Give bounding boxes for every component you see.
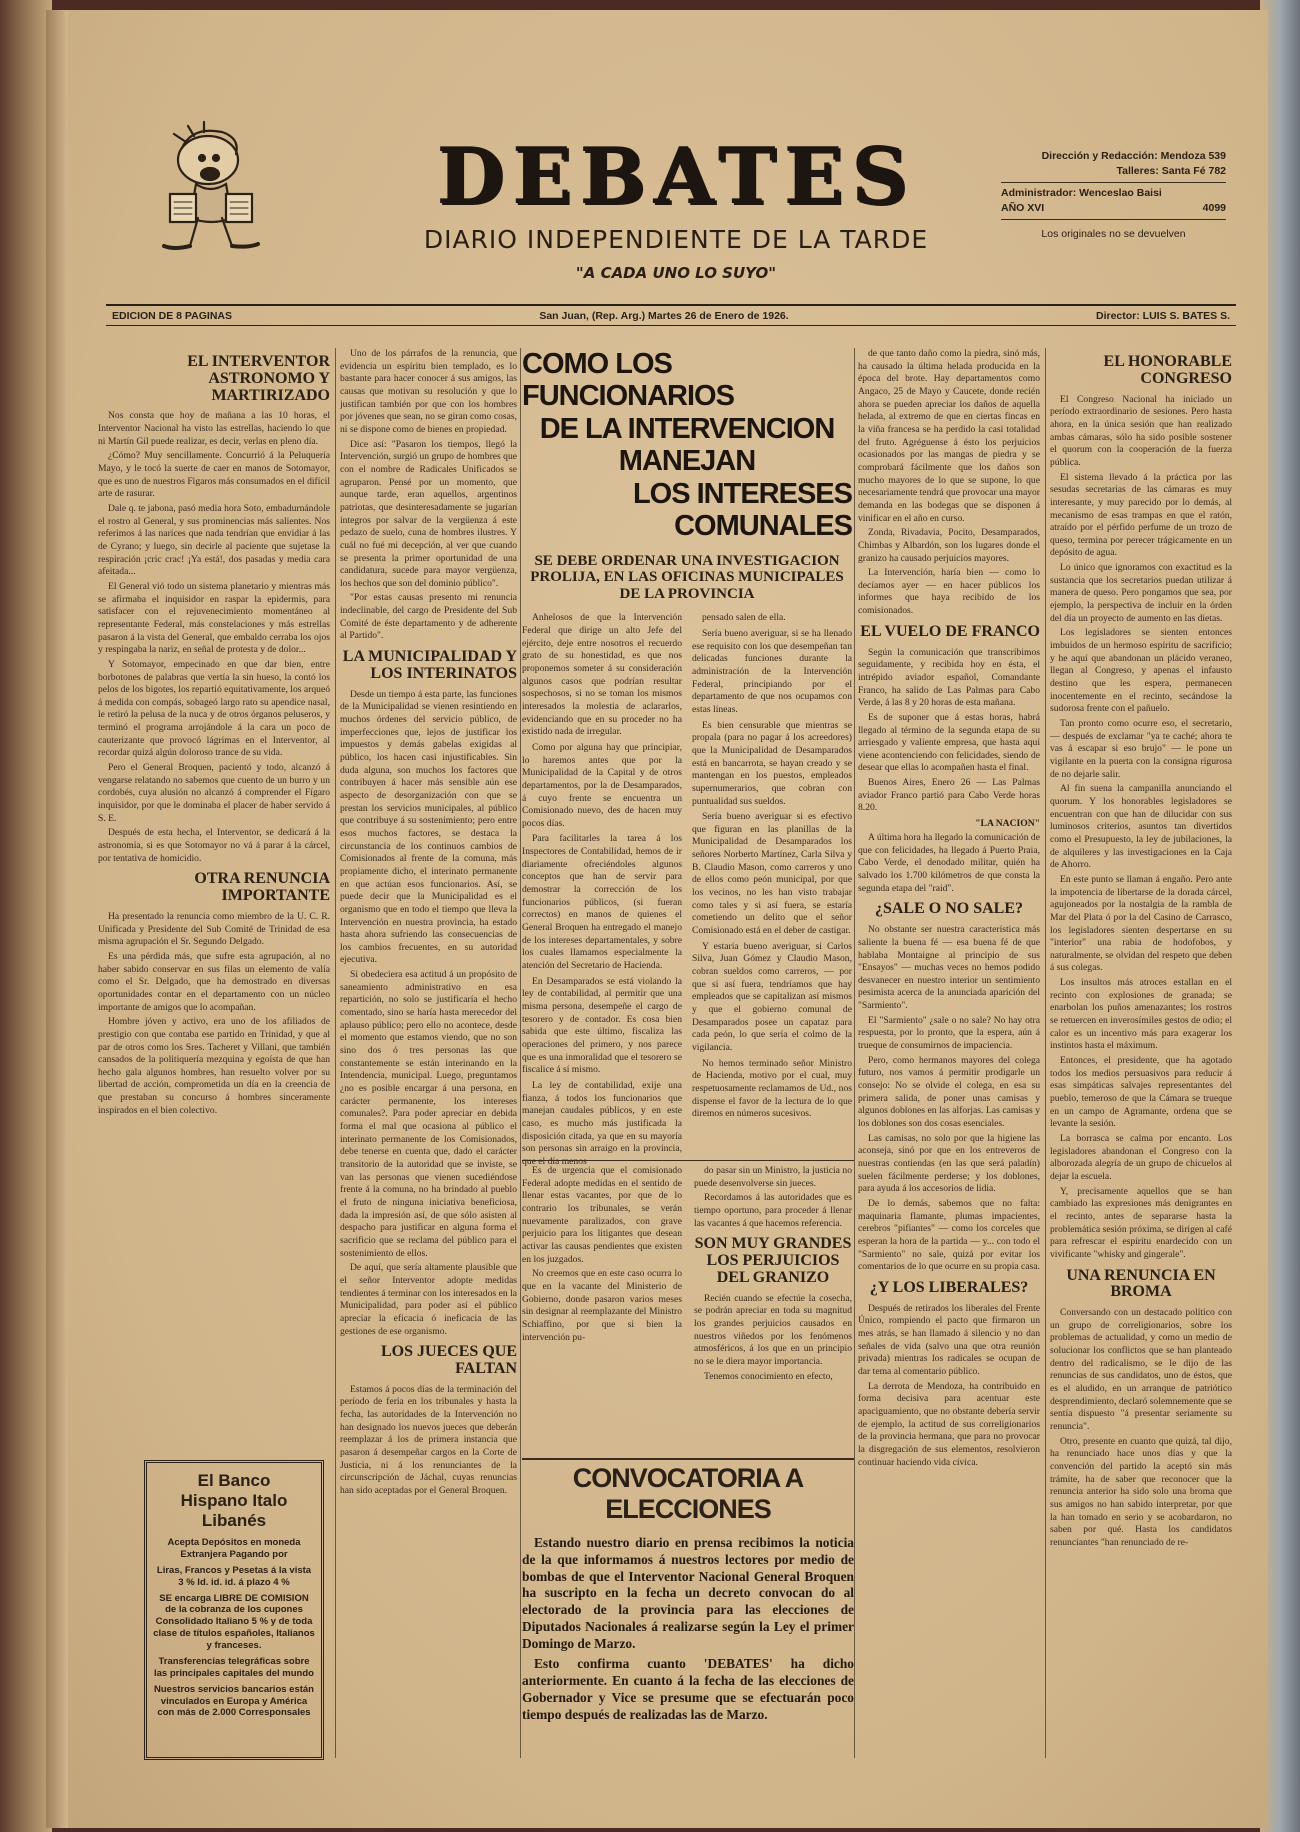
director-label: Director: LUIS S. BATES S. — [1096, 309, 1230, 322]
convocatoria-body: Estando nuestro diario en prensa recibimos la noticia de la que informamos á nuestros lectores por medio de bombas de que el Interventor Nacional General Broquen ha suscripto en la fecha un decreto convocan do al electorado de la provincia para las elecciones de Diputados Nacionales á realizarse según la Ley el primer Domingo de Marzo. Esto confirma cuanto 'DEBATES' ha dicho anteriormente. En cuanto á la fecha de las elecciones de Gobernador y Vice se presume que se efectuarán poco tiempo después de realizadas las de Marzo. — [522, 1535, 854, 1722]
issue-row — [1001, 202, 1226, 214]
article-headline: ¿SALE O NO SALE? — [874, 900, 1024, 918]
ad-bank-name: Hispano Italo Libanés — [180, 1491, 288, 1530]
column-5 — [1050, 348, 1232, 1768]
feature-headline: COMO LOS FUNCIONARIOS DE LA INTERVENCION MANEJAN LOS INTERESES COMUNALES — [522, 348, 852, 543]
article-body: Anhelosos de que la Intervención Federal que dirige un alto Jefe del ejército, deje entre nosotros el recuerdo grato de su honestidad, es que nos proponemos someter á su consideración algunos casos que podrían resultar sospechosos, si no se toman los mismos interesados la molestia de aclararlos, evidenciando que en su proceder no ha existido nada de irregular. Como por alguna hay que principiar, lo haremos antes que por la Municipalidad de la Capital y de otros departamentos, por la de Desamparados, á cuyo frente se encuentra un Comisionado nuevo, des de hacen muy pocos días. Para facilitarles la tarea á los Inspectores de Contabilidad, hemos de ir diariamente ofreciéndoles algunos conceptos que han de servir para demostrar la corrección de los funcionarios públicos, (si fueran correctos) en manos de quienes el General Broquen ha entregado el manejo de los intereses departamentales, y sobre los cuales llamamos especialmente la atención del Secretario de Hacienda. En Desamparados se está violando la ley de contabilidad, al permitir que una misma persona, desempeñe el cargo de tesorero y de contador. Es cosa bien sabida que este último, fiscaliza las operaciones del primero, y nos parece que es una inmoralidad que el tesorero se fiscalice á sí mismo. La ley de contabilidad, exije una fianza, á todos los funcionarios que manejan caudales públicos, y en este caso, es mucho más justificada la disposición citada, ya que en su mayoría son personas sin arraigo en la provincia, que el día menos — [522, 612, 682, 1167]
article-headline: EL VUELO DE FRANCO — [860, 622, 1040, 640]
column-2 — [340, 348, 517, 1768]
dateline-bar — [106, 304, 1236, 326]
granizo-article — [694, 1165, 852, 1385]
issue-number: 4099 — [1202, 202, 1226, 214]
date-label: San Juan, (Rep. Arg.) Martes 26 de Enero de 1926. — [539, 309, 789, 322]
article-body: pensado salen de ella. Sería bueno averiguar, si se ha llenado ese requisito con los que desempeñan tan delicadas funciones durante la administración de la Intervención Federal, principiando por el departamento de que nos ocupamos con estas líneas. Es bien censurable que mientras se propala (para no pagar á los acreedores) que la Municipalidad de Desamparados está en bancarrota, se hayan creado y se mantengan en los puestos, empleados supernumerarios, que cobran con puntualidad sus sueldos. Sería bueno averiguar si es efectivo que figuran en las planillas de la Municipalidad de Desamparados los señores Norberto Martínez, Carla Silva y B. Claudio Mason, como carreros y uno de ellos como peón municipal, por que los vecinos, no les han visto trabajar como tales y si así fuera, se estaría cometiendo un delito que el señor Comisionado está en el deber de castigar. Y estaría bueno averiguar, si Carlos Silva, Juan Gómez y Claudio Mason, cobran sueldos como carreros, — por que si así fuera, tendríamos que hay empleados que se capitalizan así mismos y que el gobierno comunal de Desamparados posee un capataz para cada peón, lo que sería el colmo de la vigilancia. No hemos terminado señor Ministro de Hacienda, motivo por el cual, muy respetuosamente reclamamos de Ud., nos dispense el favor de la lectura de lo que diremos en números sucesivos. — [692, 612, 852, 1120]
article-headline: EL INTERVENTOR ASTRONOMO Y MARTIRIZADO — [187, 353, 330, 404]
article-body: Ha presentado la renuncia como miembro de la U. C. R. Unificada y Presidente del Sub Comité de Trinidad de esa misma agrupación el Sr. Segundo Delgado. Es una pérdida más, que sufre esta agrupación, al no haber sabido conservar en sus filas un elemento de valía como el Sr. Delgado, que ha demostrado en diversas oportunidades contar en el departamento con un núcleo importante de amigos que lo acompañan. Hombre jóven y activo, era uno de los afiliados de prestigio con que contaba ese partido en Trinidad, y que al par de otros como los Sres. Tacheret y Villani, que también cansados de la politiquería mezquina y egoísta de que han hecho gala algunos hombres, han resuelto volver por su libertad de acción, comprometida un día en la creencia de que prestaban su concurso á hombres sinceramente inspirados en el bien colectivo. — [98, 910, 330, 1116]
article-headline: LA MUNICIPALIDAD Y LOS INTERINATOS — [342, 648, 517, 682]
column-rule — [854, 348, 855, 1758]
article-headline: LOS JUECES QUE FALTAN — [380, 1343, 517, 1377]
bank-advertisement — [144, 1460, 324, 1760]
administrator-line: Administrador: Wenceslao Baisi — [1001, 187, 1162, 199]
ad-title: El Banco — [197, 1471, 271, 1490]
article-headline: UNA RENUNCIA EN BROMA — [1066, 1266, 1216, 1301]
newspaper-subtitle: DIARIO INDEPENDIENTE DE LA TARDE — [423, 225, 929, 254]
ad-line: Liras, Francos y Pesetas á la vista 3 % Id. id. id. á plazo 4 % — [156, 1564, 312, 1588]
article-body: Desde un tiempo á esta parte, las funciones de la Municipalidad se vienen resintiendo en muchos órdenes del servicio público, de imperfecciones que, lejos de justificar los impuestos y demás gabelas exigidas al público, los hacen casi injustificables. Sin duda alguna, son muchos los factores que contribuyen á hacer más sensible aún ese aspecto de desorganización con que se prestan los servicios municipales, al público que contribuye á su sostenimiento; pero entre esos muchos factores, se destaca la circunstancia de los continuos cambios de Comisionados al frente de la comuna, más propiamente dicho, el interinato permanente en que actúan esos funcionarios. Así, se puede decir que la Municipalidad es el organismo que en todo el tiempo que lleva la Intervención en nuestra provincia, ha estado hasta ahora sufriendo las consecuencias de los cambios frecuentes, en su autoridad ejecutiva. Si obedeciera esa actitud á un propósito de saneamiento administrativo en esa repartición, no solo se justificaría el hecho comentado, sino se haría hasta merecedor del aplauso público; pero ello no acontece, desde el momento que estamos viendo, que no son sino dos ó tres personas las que constantemente se están interinando en la Intendencia, municipal. Luego, preguntamos ¿no es posible encargar á una persona, en carácter permanente, los intereses comunales?. Para poder apreciar en debida forma el mal que ocasiona al público el interinato permanente de los Comisionados, debe tenerse en cuenta que, dado el carácter transitorio de la autoridad que se inviste, se van las personas que vienen sucediéndose frente á la comuna, no ha brindado al pueblo el fruto de ninguna iniciativa beneficiosa, dada la impresión así, de que sólo asisten al despacho para justificar en alguna forma el sacrificio que se reclama del público para el sostenimiento de ellos. De aquí, que sería altamente plausible que el señor Interventor adopte medidas tendientes á terminar con los interesados en la Municipalidad, para poder así el público apreciar la eficacia ó ineficacia de las gestiones de ese organismo. — [340, 688, 517, 1337]
article-body: Después de retirados los liberales del Frente Único, rompiendo el pacto que firmaron un mes atrás, se han llamado á silencio y no dan señales de vida (salvo una que otra reunión privada) mientras los radicales se ocupan de dar tema al comentario público. La derrota de Mendoza, ha contribuido en forma decisiva para acentuar este apaciguamiento, que no obstante debería servir de ejemplo, la actitud de sus correligionarios de la provincia hermana, que para no provocar la disgregación de sus elementos, resolvieron continuar haciendo vida cívica. — [858, 1302, 1040, 1468]
article-body: de que tanto daño como la piedra, sinó más, ha causado la última helada producida en la época del brote. Hay departamentos como Angaco, 25 de Mayo y Caucete, donde recién ahora se pueden apreciar los daños de aquella helada, al extremo de que en ciertas fincas en la viña francesa se ha perdido la casi totalidad del fruto. Agréguense á ésto los perjuicios ocasionados por las mangas de piedra y se comprobará fácilmente que los daños son mucho mayores de lo que se supone, lo que necesariamente tendrá que provocar una mayor demanda en las bodegas que se disponen á vinificar en el año en curso. Zonda, Rivadavia, Pocito, Desamparados, Chimbas y Albardón, son los lugares donde el granizo ha causado perjuicios mayores. La Intervención, haría bien — como lo decíamos ayer — en hacer públicos los informes que haya recibido de los comisionados. — [858, 348, 1040, 617]
article-body: A última hora ha llegado la comunicación de que con felicidades, ha llegado á Puerto Praia, Cabo Verde, el denodado militar, quién ha salvado los 1.700 kilómetros de que consta la segunda etapa del "raid". — [858, 832, 1040, 894]
article-body: Nos consta que hoy de mañana a las 10 horas, el Interventor Nacional ha visto las estrellas, haciendo lo que ni Martín Gil puede realizar, es decir, verlas en pleno día. ¿Cómo? Muy sencillamente. Concurrió á la Peluquería Mayo, y le tocó la suerte de caer en manos de Sotomayor, que es uno de nuestros Figaros más consumados en el difícil arte de rasurar. Dale q. te jabona, pasó media hora Soto, embadurnándole el rostro al General, y sus prominencias más salientes. Nos referimos á las narices que nada tendrían que envidiar á las de Cyrano; y luego, sin decirle al paciente que sujetase la respiración ¡cric crac! ¡Ya está!, dos pasadas y media cara afeitada... El General vió todo un sistema planetario y mientras más se afirmaba el inquisidor en raspar la epidermis, para satisfacer con el rejuvenecimiento momentáneo al representante Federal, más constelaciones y más estrellas pasaron á la vista del General, que embaldo cerraba los ojos y respingaba la nariz, en señal de protesta y de dolor... Y Sotomayor, empecinado en que dar bien, entre borbotones de palabras que vertía la sin hueso, la contó los pelos de los bigotes, los repartió equitativamente, los arqueó á medida con compás, sobageó largo rato su apendice nasal, le retiró la pelusa de la nuca y de otros órganos peluseros, y terminó el programa arrojándole á la cara un poco de cauterizante que provocó lágrimas en el Interventor, al recordar quizá algún doloroso trance de su vida. Pero el General Broquen, pacientó y todo, alcanzó á vengarse relatando no sabemos que cuento de un burro y un cordobés, cuya alusión no alcanzó á comprender el Fígaro inquisidor, por que le dominaba el placer de haber servido á S. E. Después de esta hecha, el Interventor, se dedicará á la astronomía, si es que Sotomayor no vá á parar á la cárcel, por tentativa de homicidio. — [98, 410, 330, 864]
newsboy-mascot-icon — [146, 120, 336, 270]
section-divider — [522, 1458, 854, 1460]
column-rule — [1045, 348, 1046, 1758]
source-attribution: "LA NACION" — [975, 818, 1040, 830]
article-headline: EL HONORABLE CONGRESO — [1103, 353, 1232, 387]
column-rule — [520, 348, 521, 1758]
article-body: No obstante ser nuestra característica más saliente la buena fé — esa buena fé de que hablaba Montaigne al principio de sus "Ensayos" — muchas veces no hemos podido desvanecer en nuestro interior un sentimiento pesimista acerca de la anunciada aparición del "Sarmiento". El "Sarmiento" ¿sale o no sale? No hay otra respuesta, por lo pronto, que la espera, aún á trueque de consumirnos de impaciencia. Pero, como hermanos mayores del colega futuro, nos vamos á permitir prodigarle un consejo: No se olvide el colega, en esa su primera salida, de poner unas camisas y algunos doblones en las alforjas. Las camisas y los doblones son dos cosas esenciales. Las camisas, no solo por que la higiene las aconseja, sinó por que en los entreveros de nuestras contiendas (en las que será paladín) suelen fácilmente perderse; y los doblones, para ayuda á los accesorios de lidia. De lo demás, sabemos que no falta: maquinaria flamante, plumas impacientes, cerebros "pifiantes" — como los corceles que esperan la hora de la partida — y... con todo el "Sarmiento" no sale, quizá por evitar los comentarios de lo que ocurre en su propia casa. — [858, 924, 1040, 1273]
address-line: Dirección y Redacción: Mendoza 539 — [1041, 150, 1226, 162]
newspaper-title: DEBATES — [436, 131, 916, 222]
article-headline: ¿Y LOS LIBERALES? — [869, 1278, 1029, 1296]
convocatoria-headline: CONVOCATORIA A ELECCIONES — [572, 1463, 804, 1524]
article-body: Conversando con un destacado político con un grupo de correligionarios, sobre los problemas de actualidad, y como un medio de solucionar los conflictos que se han planteado dentro del radicalismo, se le dijo de las renuncias de sus candidatos, uno de éstos, que es el aludido, en un arranque de patriótico desprendimiento, declaró solemnemente que se sentía dispuesto "á presentar seriamente su renuncia". Otro, presente en cuanto que quizá, tal dijo, ha renunciado hace unos días y que la convención del partido la aceptó sin más trámite, ha de saber que reconocer que la renuncia anterior ha sido solo una broma que sus amigos no han sabido interpretar, por que la han tomado en serio y se acobardaron, no saben por qué. Hasta los candidatos renunciantes "han renunciado de re- — [1050, 1307, 1232, 1548]
feature-columns — [522, 612, 852, 1171]
article-body: Uno de los párrafos de la renuncia, que evidencia un espíritu bien templado, es lo bastante para hacer conocer á sus amigos, las causas que motivan su resolución y que lo justifican también por que con los hombres por jóvenes que sean, no se giran como cosas, ni se dispone como de bienes en propiedad. Dice así: "Pasaron los tiempos, llegó la Intervención, surgió un grupo de hombres que con el nombre de Radicales Unificados se agruparon. Pensé por un momento, que aunque tarde, eran aquellos, argentinos patriotas, que desinteresadamente se jugarían íntegros por salvar de la vergüenza á este pedazo de suelo, cuna de hombres ilustres. Y cuál no fué mi decepción, al ver que cuando se presenta la primer oportunidad de una candidatura, sucede para mayor vergüenza, los hechos que son del dominio público". "Por estas causas presento mi renuncia indeclinable, del cargo de Presidente del Sub Comité de éste departamento y de adherente al Partido". — [340, 348, 517, 642]
feature-subheadline: SE DEBE ORDENAR UNA INVESTIGACION PROLIJA, EN LAS OFICINAS MUNICIPALES DE LA PROVINCIA — [530, 552, 844, 602]
column-4 — [858, 348, 1040, 1768]
column-rule — [335, 348, 336, 1758]
ad-line: Acepta Depósitos en moneda Extranjera Pagando por — [167, 1537, 301, 1560]
page-margin — [46, 10, 68, 1828]
article-body: Estamos á pocos días de la terminación del período de feria en los tribunales y hasta la fecha, las autoridades de la Intervención no han designado los nuevos jueces que deberán reemplazar á los de primera instancia que pasaron á desempeñar cargos en la Corte de Justicia, ni á los renunciantes de la circunscripción de Jáchal, cuyas renuncias han sido aceptadas por el General Broquen. — [340, 1383, 517, 1496]
article-headline: SON MUY GRANDES LOS PERJUICIOS DEL GRANIZO — [694, 1235, 852, 1286]
jueces-continuation — [522, 1165, 682, 1346]
article-body: Es de urgencia que el comisionado Federal adopte medidas en el sentido de llenar estas vacantes, por que de lo contrario los tribunales, se verán nuevamente paralizados, con grave perjuicio para los litigantes que desean activar las causas pendientes que existen en los juzgados. No creemos que en este caso ocurra lo que en la vacante del Ministerio de Gobierno, donde pasaron varios meses sin designar al reemplazante del Ministro Schiaffino, por que si bien la intervención pu- — [522, 1165, 682, 1343]
article-body: El Congreso Nacional ha iniciado un período extraordinario de sesiones. Pero hasta ahora, en la única sesión que han realizado ambas cámaras, sólo ha sido posible sostener el quorum con la cooperación de la fuerza pública. El sistema llevado á la práctica por las sesudas secretarias de las cámaras es muy interesante, y muy parecido por lo demás, al mecanismo de esas trampas en que el ratón, atraído por el pérfido perfume de un trozo de queso, termina por perecer trágicamente en un depósito de agua. Lo único que ignoramos con exactitud es la sustancia que los secretarios puedan utilizar á manera de queso. Pero pongamos que sea, por ejemplo, la perspectiva de incluir en la órden del día un proyecto de aumento en las dietas. Los legisladores se sienten entonces imbuídos de un hermoso espíritu de sacrificio; y he aquí que abandonan un plácido veraneo, llegan al Congreso, y apenas el infausto destino que les espera, permanecen inocentemente en el recinto, secándose la sudorosa frente con el pañuelo. Tan pronto como ocurre eso, el secretario, — después de exclamar "ya te caché; ahora te vas á escapar si eso brujo" — le pone un vigilante en la puerta con la consigna rigurosa de no dejarle salir. Al fin suena la campanilla anunciando el quorum. Y los honorables legisladores se encuentran con que han de dilucidar con sus luminosos criterios, asuntos tan divertidos como el Presupuesto, la ley de jubilaciones, la de alquileres y las investigaciones en la Caja de Ahorro. En este punto se llaman á engaño. Pero ante la impotencia de libertarse de la dorada cárcel, agujoneados por la nostalgia de la rambla de Mar del Plata ó por la del Casino de Carrasco, los legisladores sienten despertarse en su "interior" una rabia de hodofobos, y naturalmente, se olvidan del respeto que deben á sus colegas. Los insultos más atroces estallan en el recinto con explosiones de granada; se enarbolan los puños amenazantes; los rostros se retuercen en inverosímiles gestos de odio; el calor es un incentivo más para exagerar los instintos hasta el máximum. Entonces, el presidente, que ha agotado todos los medios persuasivos para reducir á esas simpáticas salvajes representantes del pueblo, temeroso de que la Cámara se trueque en un campo de Agramante, ordena que se levante la sesión. La borrasca se calma por encanto. Los legisladores abandonan el Congreso con la alborozada alegría de un grupo de chicuelos al dejar la escuela. Y, precisamente aquellos que se han cambiado las expresiones más denigrantes en el recinto, antes de separarse hasta la problemática sesión próxima, se dirigen al café para refrescar el espíritu enardecido con un vivificante "whisky and gingerale". — [1050, 393, 1232, 1260]
masthead-info-box — [1001, 150, 1226, 240]
convocatoria-article — [522, 1463, 854, 1727]
article-body: Recién cuando se efectúe la cosecha, se podrán apreciar en toda su magnitud los grandes perjuicios causados en nuestros viñedos por los fenómenos atmosféricos, á los que en un principio no se le diera mayor importancia. Tenemos conocimiento en efecto, — [694, 1292, 852, 1382]
article-headline: OTRA RENUNCIA IMPORTANTE — [194, 870, 330, 905]
ad-line: SE encarga LIBRE DE COMISION de la cobranza de los cupones Consolidado Italiano 5 % y de toda clase de títulos españoles, Italianos y franceses. — [153, 1592, 315, 1651]
ad-line: Transferencias telegráficas sobre las principales capitales del mundo — [154, 1655, 314, 1679]
originals-note: Los originales no se devuelven — [1041, 228, 1186, 240]
section-divider — [522, 1160, 854, 1161]
ad-line: Nuestros servicios bancarios están vinculados en Europa y América con más de 2.000 Corresponsales — [154, 1683, 314, 1719]
year-label: AÑO XVI — [1001, 202, 1045, 214]
article-body: do pasar sin un Ministro, la justicia no puede desenvolverse sin jueces. Recordamos á las autoridades que es tiempo oportuno, para proceder á llenar las vacantes á que hacemos referencia. — [694, 1165, 852, 1229]
feature-article — [522, 348, 852, 1172]
book-binding — [0, 0, 52, 1832]
newspaper-motto: "A CADA UNO LO SUYO" — [575, 264, 777, 282]
edition-label: EDICION DE 8 PAGINAS — [112, 309, 232, 322]
workshop-line: Talleres: Santa Fé 782 — [1116, 165, 1226, 177]
newspaper-page — [46, 10, 1268, 1828]
article-body: Según la comunicación que transcribimos seguidamente, y recibida hoy en ésta, el intrépido aviador español, Comandante Franco, ha salido de Las Palmas para Cabo Verde, á las 8 y 20 horas de esta mañana. Es de suponer que á estas horas, habrá llegado al término de la segunda etapa de su arriesgado y valiente empresa, que hasta aquí viene acontenciendo con felicidades, siendo de desear que ellas lo acompañen hasta el final. Buenos Aires, Enero 26 — Las Palmas aviador Franco partió para Cabo Verde horas 8.20. — [858, 646, 1040, 814]
